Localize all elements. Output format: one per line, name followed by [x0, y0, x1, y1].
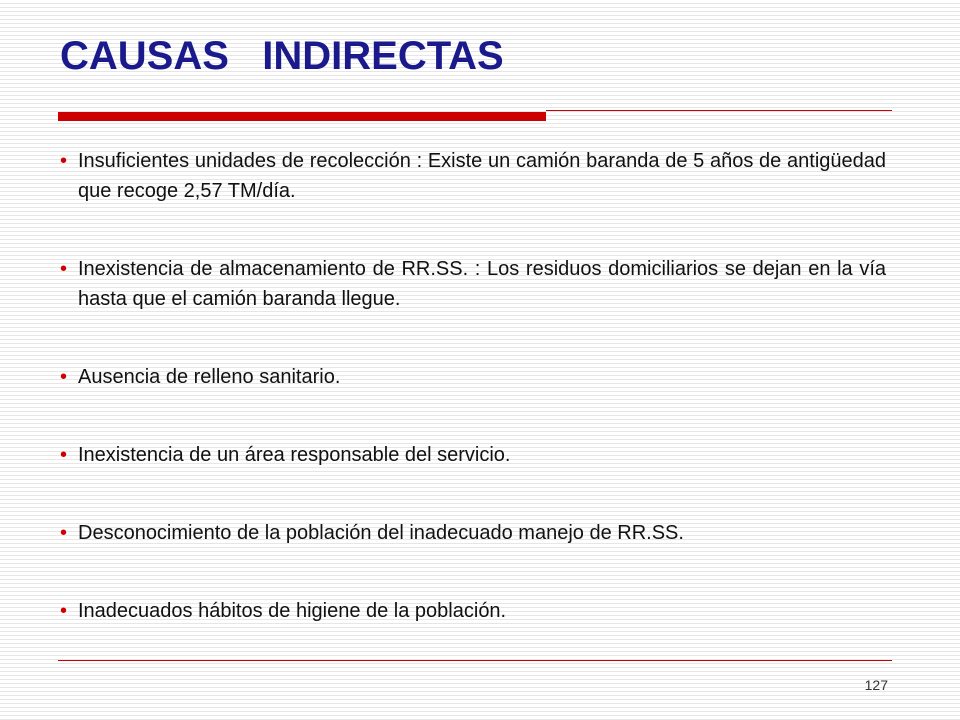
- bullet-item: [60, 254, 886, 314]
- bullet-text: Inexistencia de un área responsable del servicio.: [78, 444, 511, 466]
- bullet-icon: •: [60, 258, 68, 280]
- title-underline-thick: [58, 112, 546, 121]
- bullet-icon: •: [60, 444, 68, 466]
- bullet-item: [60, 440, 886, 470]
- bullet-icon: •: [60, 600, 68, 622]
- bullet-text: Insuficientes unidades de recolección : Existe un camión baranda de 5 años de antigüedad que recoge 2,57 TM/día.: [78, 150, 886, 202]
- footer-rule: [58, 660, 892, 661]
- bullet-item: [60, 146, 886, 206]
- bullet-text: Desconocimiento de la población del inadecuado manejo de RR.SS.: [78, 522, 684, 544]
- slide-title: CAUSAS INDIRECTAS: [60, 34, 504, 78]
- title-underline-thin: [546, 110, 892, 111]
- page-number: 127: [864, 677, 888, 693]
- bullet-text: Ausencia de relleno sanitario.: [78, 366, 341, 388]
- bullet-text: Inadecuados hábitos de higiene de la población.: [78, 600, 507, 622]
- bullet-item: [60, 596, 886, 626]
- bullet-item: [60, 518, 886, 548]
- bullet-icon: •: [60, 522, 68, 544]
- bullet-icon: •: [60, 366, 68, 388]
- bullet-item: [60, 362, 886, 392]
- bullet-icon: •: [60, 150, 68, 172]
- bullet-list: [60, 146, 886, 674]
- bullet-text: Inexistencia de almacenamiento de RR.SS. : Los residuos domiciliarios se dejan en la vía hasta que el camión baranda llegue.: [78, 258, 886, 310]
